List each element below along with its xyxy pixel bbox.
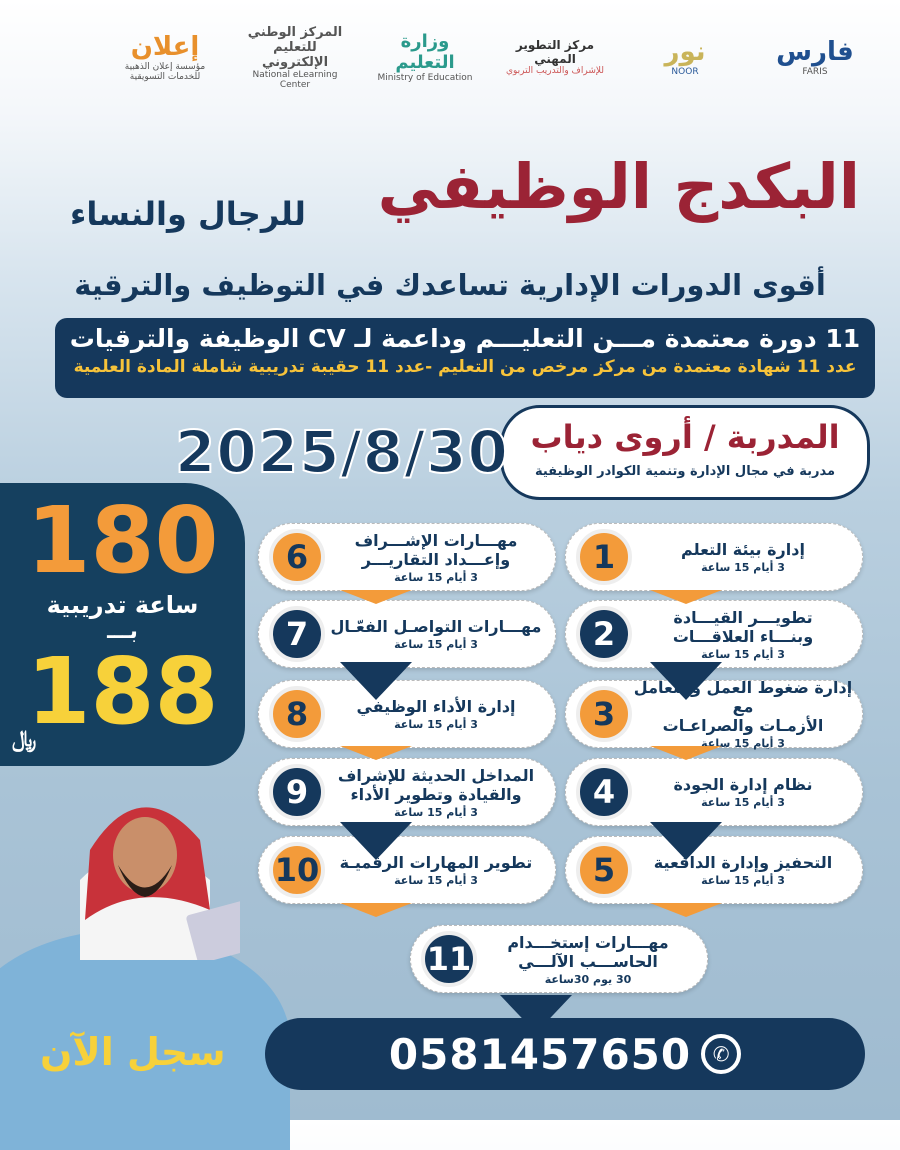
arrow-down-icon: [650, 662, 722, 700]
arrow-down-icon: [340, 746, 412, 760]
course-duration: 3 أيام 15 ساعة: [701, 874, 785, 887]
trainer-name: المدربة / أروى دياب: [530, 418, 840, 456]
course-number: 8: [269, 686, 325, 742]
banner-line-1: 11 دورة معتمدة مـــن التعليـــم وداعمة لـ CV الوظيفة والترقيات: [69, 324, 861, 353]
price-panel: [0, 483, 245, 766]
course-card: [410, 925, 708, 993]
course-number: 2: [576, 606, 632, 662]
course-info: [325, 697, 547, 731]
title-suffix: للرجال والنساء: [70, 195, 306, 233]
course-title: إدارة ضغوط العمل والتعامل مع الأزمـات والصراعـات: [633, 678, 853, 735]
course-title: مهـــارات إستخـــدام الحاســـب الآلـــي: [507, 932, 669, 971]
course-title: التحفيز وإدارة الدافعية: [653, 853, 833, 872]
logo-ministry-of-education: وزارة التعليم Ministry of Education: [377, 31, 473, 83]
course-card: [258, 523, 556, 591]
riyal-icon: ﷼: [12, 727, 37, 752]
course-number: 9: [269, 764, 325, 820]
arrow-down-icon: [650, 746, 722, 760]
course-title: تطوير المهارات الرقميـة: [339, 853, 533, 872]
course-info: [632, 540, 854, 574]
arrow-down-icon: [340, 662, 412, 700]
hours-label: ساعة تدريبية: [46, 591, 199, 619]
trainer-box: [500, 405, 870, 500]
whatsapp-icon[interactable]: ✆: [701, 1034, 741, 1074]
contact-bar: [265, 1018, 865, 1090]
course-number: 5: [576, 842, 632, 898]
arrow-down-icon: [650, 822, 722, 860]
course-info: [325, 766, 547, 819]
price-amount: 188: [26, 638, 219, 745]
logo-faris: فارس FARIS: [776, 37, 854, 77]
course-date: 2025/8/30: [175, 418, 509, 486]
course-info: [477, 933, 699, 986]
info-banner: [55, 318, 875, 398]
course-number: 7: [269, 606, 325, 662]
course-title: المداخل الحديثة للإشراف والقيادة وتطوير الأداء: [337, 765, 535, 804]
course-title: إدارة الأداء الوظيفي: [356, 697, 516, 716]
total-hours: 180: [26, 487, 219, 594]
course-info: [325, 617, 547, 651]
course-number: 10: [269, 842, 325, 898]
course-duration: 3 أيام 15 ساعة: [394, 570, 478, 584]
course-card: [258, 758, 556, 826]
arrow-down-icon: [340, 903, 412, 917]
course-info: [325, 531, 547, 584]
course-info: [632, 608, 854, 661]
course-title: تطويـــر القيـــادة وبنـــاء العلاقـــات: [672, 607, 814, 646]
logo-national-elearning-center: المركز الوطني للتعليم الإلكتروني National eLearning Center: [247, 24, 343, 90]
logo-ianaa: إعلان مؤسسة إعلان الذهبية للخدمات التسويقية: [124, 32, 206, 82]
arrow-down-icon: [650, 590, 722, 604]
logo-professional-development-center: مركز التطوير المهني للإشراف والتدريب التربوي: [505, 38, 604, 76]
banner-line-2: عدد 11 شهادة معتمدة من مركز مرخص من التعليم -عدد 11 حقيبة تدريبية شاملة المادة العلمية: [73, 357, 857, 377]
course-duration: 3 أيام 15 ساعة: [394, 638, 478, 651]
course-duration: 3 أيام 15 ساعة: [701, 796, 785, 809]
by-label: بـــ: [107, 619, 138, 644]
main-title: البكدج الوظيفي: [377, 150, 860, 223]
course-title: مهـــارات التواصـل الفعّـال: [330, 617, 542, 636]
course-title: مهـــارات الإشـــراف وإعـــداد التقاريـــر: [354, 530, 518, 569]
course-card: [258, 600, 556, 668]
subtitle: أقوى الدورات الإدارية تساعدك في التوظيف والترقية: [74, 268, 826, 302]
course-duration: 3 أيام 15 ساعة: [394, 805, 478, 819]
course-number: 3: [576, 686, 632, 742]
logo-noor: نور NOOR: [664, 37, 706, 77]
course-duration: 30 يوم 30ساعة: [544, 972, 632, 986]
trainer-description: مدربة في مجال الإدارة وتنمية الكوادر الوظيفية: [534, 464, 836, 479]
course-card: [565, 600, 863, 668]
course-number: 1: [576, 529, 632, 585]
course-card: [565, 758, 863, 826]
register-now-button[interactable]: سجل الآن: [40, 1030, 226, 1074]
course-duration: 3 أيام 15 ساعة: [701, 647, 785, 661]
course-title: نظام إدارة الجودة: [673, 775, 813, 794]
arrow-down-icon: [650, 903, 722, 917]
course-duration: 3 أيام 15 ساعة: [394, 718, 478, 731]
course-number: 11: [421, 931, 477, 987]
course-number: 4: [576, 764, 632, 820]
man-with-tablet-image: [40, 760, 240, 960]
partner-logos: [100, 12, 880, 102]
course-card: [565, 523, 863, 591]
course-number: 6: [269, 529, 325, 585]
course-title: إدارة بيئة التعلم: [681, 540, 805, 559]
course-duration: 3 أيام 15 ساعة: [394, 874, 478, 887]
arrow-down-icon: [340, 590, 412, 604]
course-duration: 3 أيام 15 ساعة: [701, 737, 785, 750]
course-duration: 3 أيام 15 ساعة: [701, 561, 785, 574]
arrow-down-icon: [340, 822, 412, 860]
phone-number[interactable]: 0581457650: [388, 1029, 692, 1079]
course-info: [632, 775, 854, 809]
